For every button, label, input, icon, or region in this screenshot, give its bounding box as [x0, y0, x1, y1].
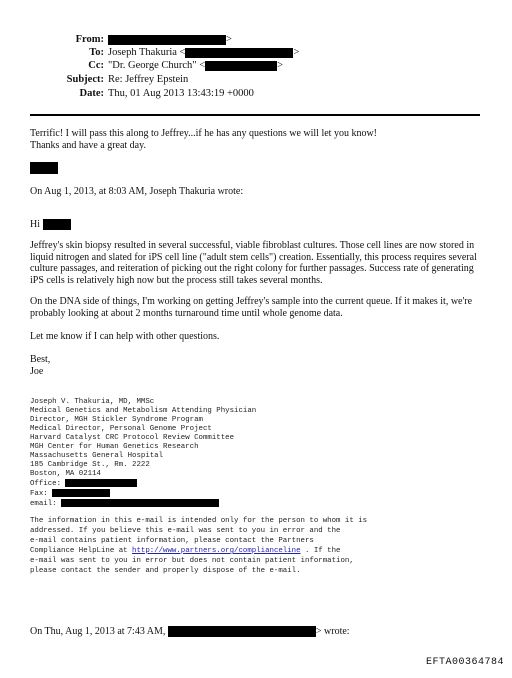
disclaimer-line-3: e-mail contains patient information, please contact the Partners [30, 537, 314, 545]
quote-attribution: On Aug 1, 2013, at 8:03 AM, Joseph Thakuria wrote: [30, 186, 244, 197]
header-divider [30, 114, 480, 116]
signature-line: Massachusetts General Hospital [30, 452, 164, 460]
signature-line: Director, MGH Stickler Syndrome Program [30, 416, 203, 424]
from-label: From: [75, 34, 104, 45]
disclaimer-line-1: The information in this e-mail is intended only for the person to whom it is [30, 517, 368, 525]
signature-line: MGH Center for Human Genetics Research [30, 443, 199, 451]
fax-line: Fax: [30, 489, 500, 499]
signature-line: 185 Cambridge St., Rm. 2222 [30, 461, 150, 469]
signature-line: Joseph V. Thakuria, MD, MMSc [30, 398, 155, 406]
signature-line: Medical Director, Personal Genome Project [30, 425, 212, 433]
signature-line: Boston, MA 02114 [30, 470, 101, 478]
reply-line-1: Terrific! I will pass this along to Jeffrey...if he has any questions we will let you know! [30, 128, 378, 139]
from-value: > [108, 34, 232, 46]
disclaimer-line-4: Compliance HelpLine at http://www.partners.org/complianceline . If the [30, 547, 341, 555]
closing: Best, [30, 354, 51, 365]
cc-value: "Dr. George Church" < > [108, 60, 284, 71]
redaction [185, 48, 293, 58]
redaction [168, 626, 316, 637]
paragraph-help: Let me know if I can help with other questions. [30, 331, 220, 342]
date-label: Date: [79, 88, 104, 99]
to-value: Joseph Thakuria < > [108, 47, 300, 58]
subject-value: Re: Jeffrey Epstein [108, 74, 189, 85]
date-value: Thu, 01 Aug 2013 13:43:19 +0000 [108, 88, 254, 99]
paragraph-dna: On the DNA side of things, I'm working on getting Jeffrey's sample into the current queue. If it makes it, we're probably looking at about 2 months turnaround time until whole genome data. [30, 296, 473, 319]
redaction [30, 162, 58, 174]
redaction [61, 499, 219, 507]
signature-block [30, 398, 500, 479]
signature-line: Medical Genetics and Metabolism Attending Physician [30, 407, 257, 415]
paragraph-biopsy: Jeffrey's skin biopsy resulted in several successful, viable fibroblast cultures. Those cell lines are now stored in liquid nitrogen and slated for iPS cell line ("adult stem cells") creation. Essentially, this process requires several culture passages, and reiteration of picking out the right colony for further passages. Success rate of generating iPS cells is relatively high now but the process still takes several months. [30, 240, 477, 286]
signature-line: Harvard Catalyst CRC Protocol Review Committee [30, 434, 235, 442]
disclaimer-line-5: e-mail was sent to you in error but does not contain patient information, [30, 557, 354, 565]
subject-label: Subject: [66, 74, 104, 85]
cc-label: Cc: [88, 60, 104, 71]
compliance-link[interactable]: http://www.partners.org/complianceline [132, 547, 301, 555]
greeting: Hi [30, 219, 488, 231]
sender-name: Joe [30, 366, 44, 377]
to-label: To: [89, 47, 104, 58]
redaction [43, 219, 71, 230]
document-id: EFTA00364784 [425, 657, 504, 668]
quote-attribution-2: On Thu, Aug 1, 2013 at 7:43 AM, > wrote: [30, 626, 350, 637]
disclaimer-line-2: addressed. If you believe this e-mail was sent to you in error and the [30, 527, 341, 535]
redaction [65, 479, 137, 487]
disclaimer-line-6: please contact the sender and properly dispose of the e-mail. [30, 567, 301, 575]
redacted-signoff [30, 162, 488, 174]
redaction [108, 35, 226, 45]
reply-line-2: Thanks and have a great day. [30, 140, 146, 151]
redaction [205, 61, 277, 71]
email-line: email: [30, 499, 500, 509]
redaction [52, 489, 110, 497]
office-line: Office: [30, 479, 500, 489]
